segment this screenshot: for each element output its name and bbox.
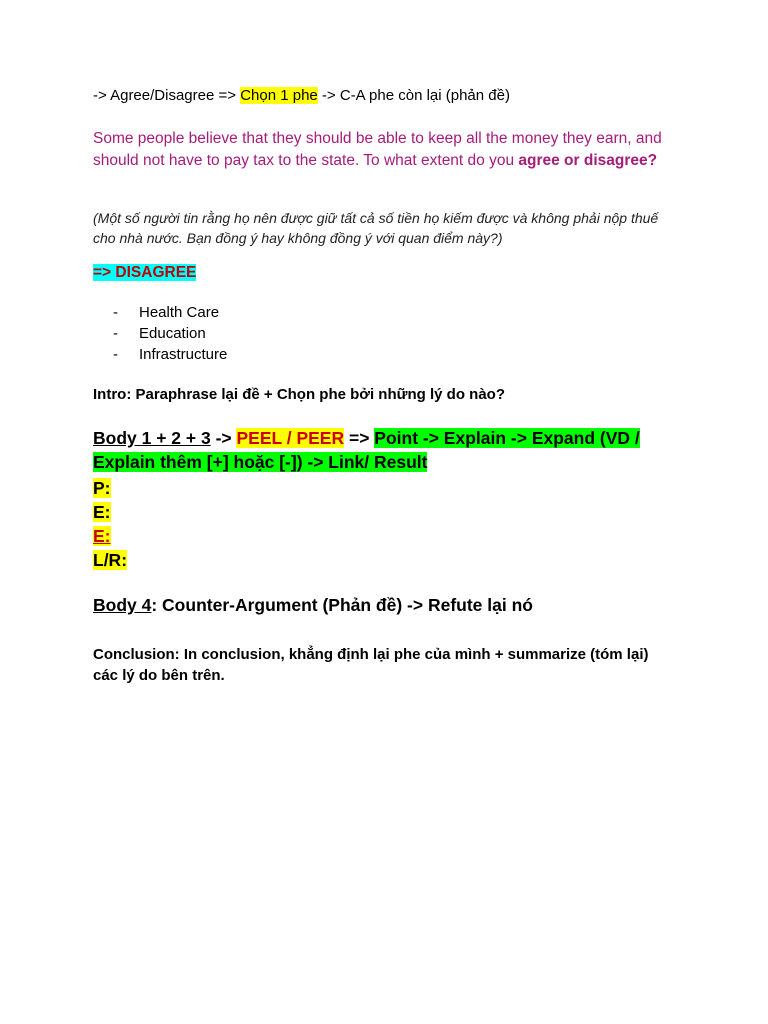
list-item xyxy=(113,344,227,365)
list-item xyxy=(113,323,227,344)
list-dash: - xyxy=(113,325,118,342)
instruction-line xyxy=(93,87,510,104)
peel-explain: E: xyxy=(93,502,111,522)
list-item-label: Health Care xyxy=(139,304,220,321)
list-item-label: Infrastructure xyxy=(139,346,228,363)
peel-point: P: xyxy=(93,478,111,498)
essay-prompt-question: agree or disagree? xyxy=(518,152,658,169)
peel-structure: Point -> Explain -> Expand (VD / Explain thêm [+] hoặc [-]) -> Link/ Result xyxy=(93,428,640,472)
body-1-3-arrow2: => xyxy=(344,428,375,448)
list-item-label: Education xyxy=(139,325,206,342)
ideas-list xyxy=(113,302,227,365)
stance-label: => DISAGREE xyxy=(93,264,197,281)
body-1-3-label: Body 1 + 2 + 3 xyxy=(93,428,211,448)
body-4-instruction xyxy=(93,595,533,616)
body-4-label: Body 4 xyxy=(93,595,152,615)
list-dash: - xyxy=(113,346,118,363)
conclusion-instruction: Conclusion: In conclusion, khẳng định lại phe của mình + summarize (tóm lại) các lý do bên trên. xyxy=(93,646,649,684)
stance-heading xyxy=(93,264,196,282)
list-dash: - xyxy=(113,304,118,321)
body-1-3-instruction xyxy=(93,426,693,474)
prompt-translation: (Một số người tin rằng họ nên được giữ tất cả số tiền họ kiếm được và không phải nộp thuế cho nhà nước. Bạn đồng ý hay không đồng ý với quan điểm này?) xyxy=(93,210,659,246)
essay-prompt-text: Some people believe that they should be able to keep all the money they earn, and should not have to pay tax to the state. To what extent do you xyxy=(93,130,662,169)
peel-label: PEEL / PEER xyxy=(236,428,345,448)
body-1-3-arrow: -> xyxy=(210,428,237,448)
peel-expand: E: xyxy=(93,526,111,546)
essay-prompt xyxy=(93,128,683,172)
instruction-text-end: -> C-A phe còn lại (phản đề) xyxy=(317,87,510,104)
list-item xyxy=(113,302,227,323)
peel-link-result: L/R: xyxy=(93,550,128,570)
peel-lines xyxy=(93,476,127,572)
body-4-text: : Counter-Argument (Phản đề) -> Refute lại nó xyxy=(151,595,533,615)
instruction-text-start: -> Agree/Disagree => xyxy=(93,87,241,104)
instruction-highlight: Chọn 1 phe xyxy=(240,87,318,104)
intro-instruction: Intro: Paraphrase lại đề + Chọn phe bởi những lý do nào? xyxy=(93,386,505,403)
